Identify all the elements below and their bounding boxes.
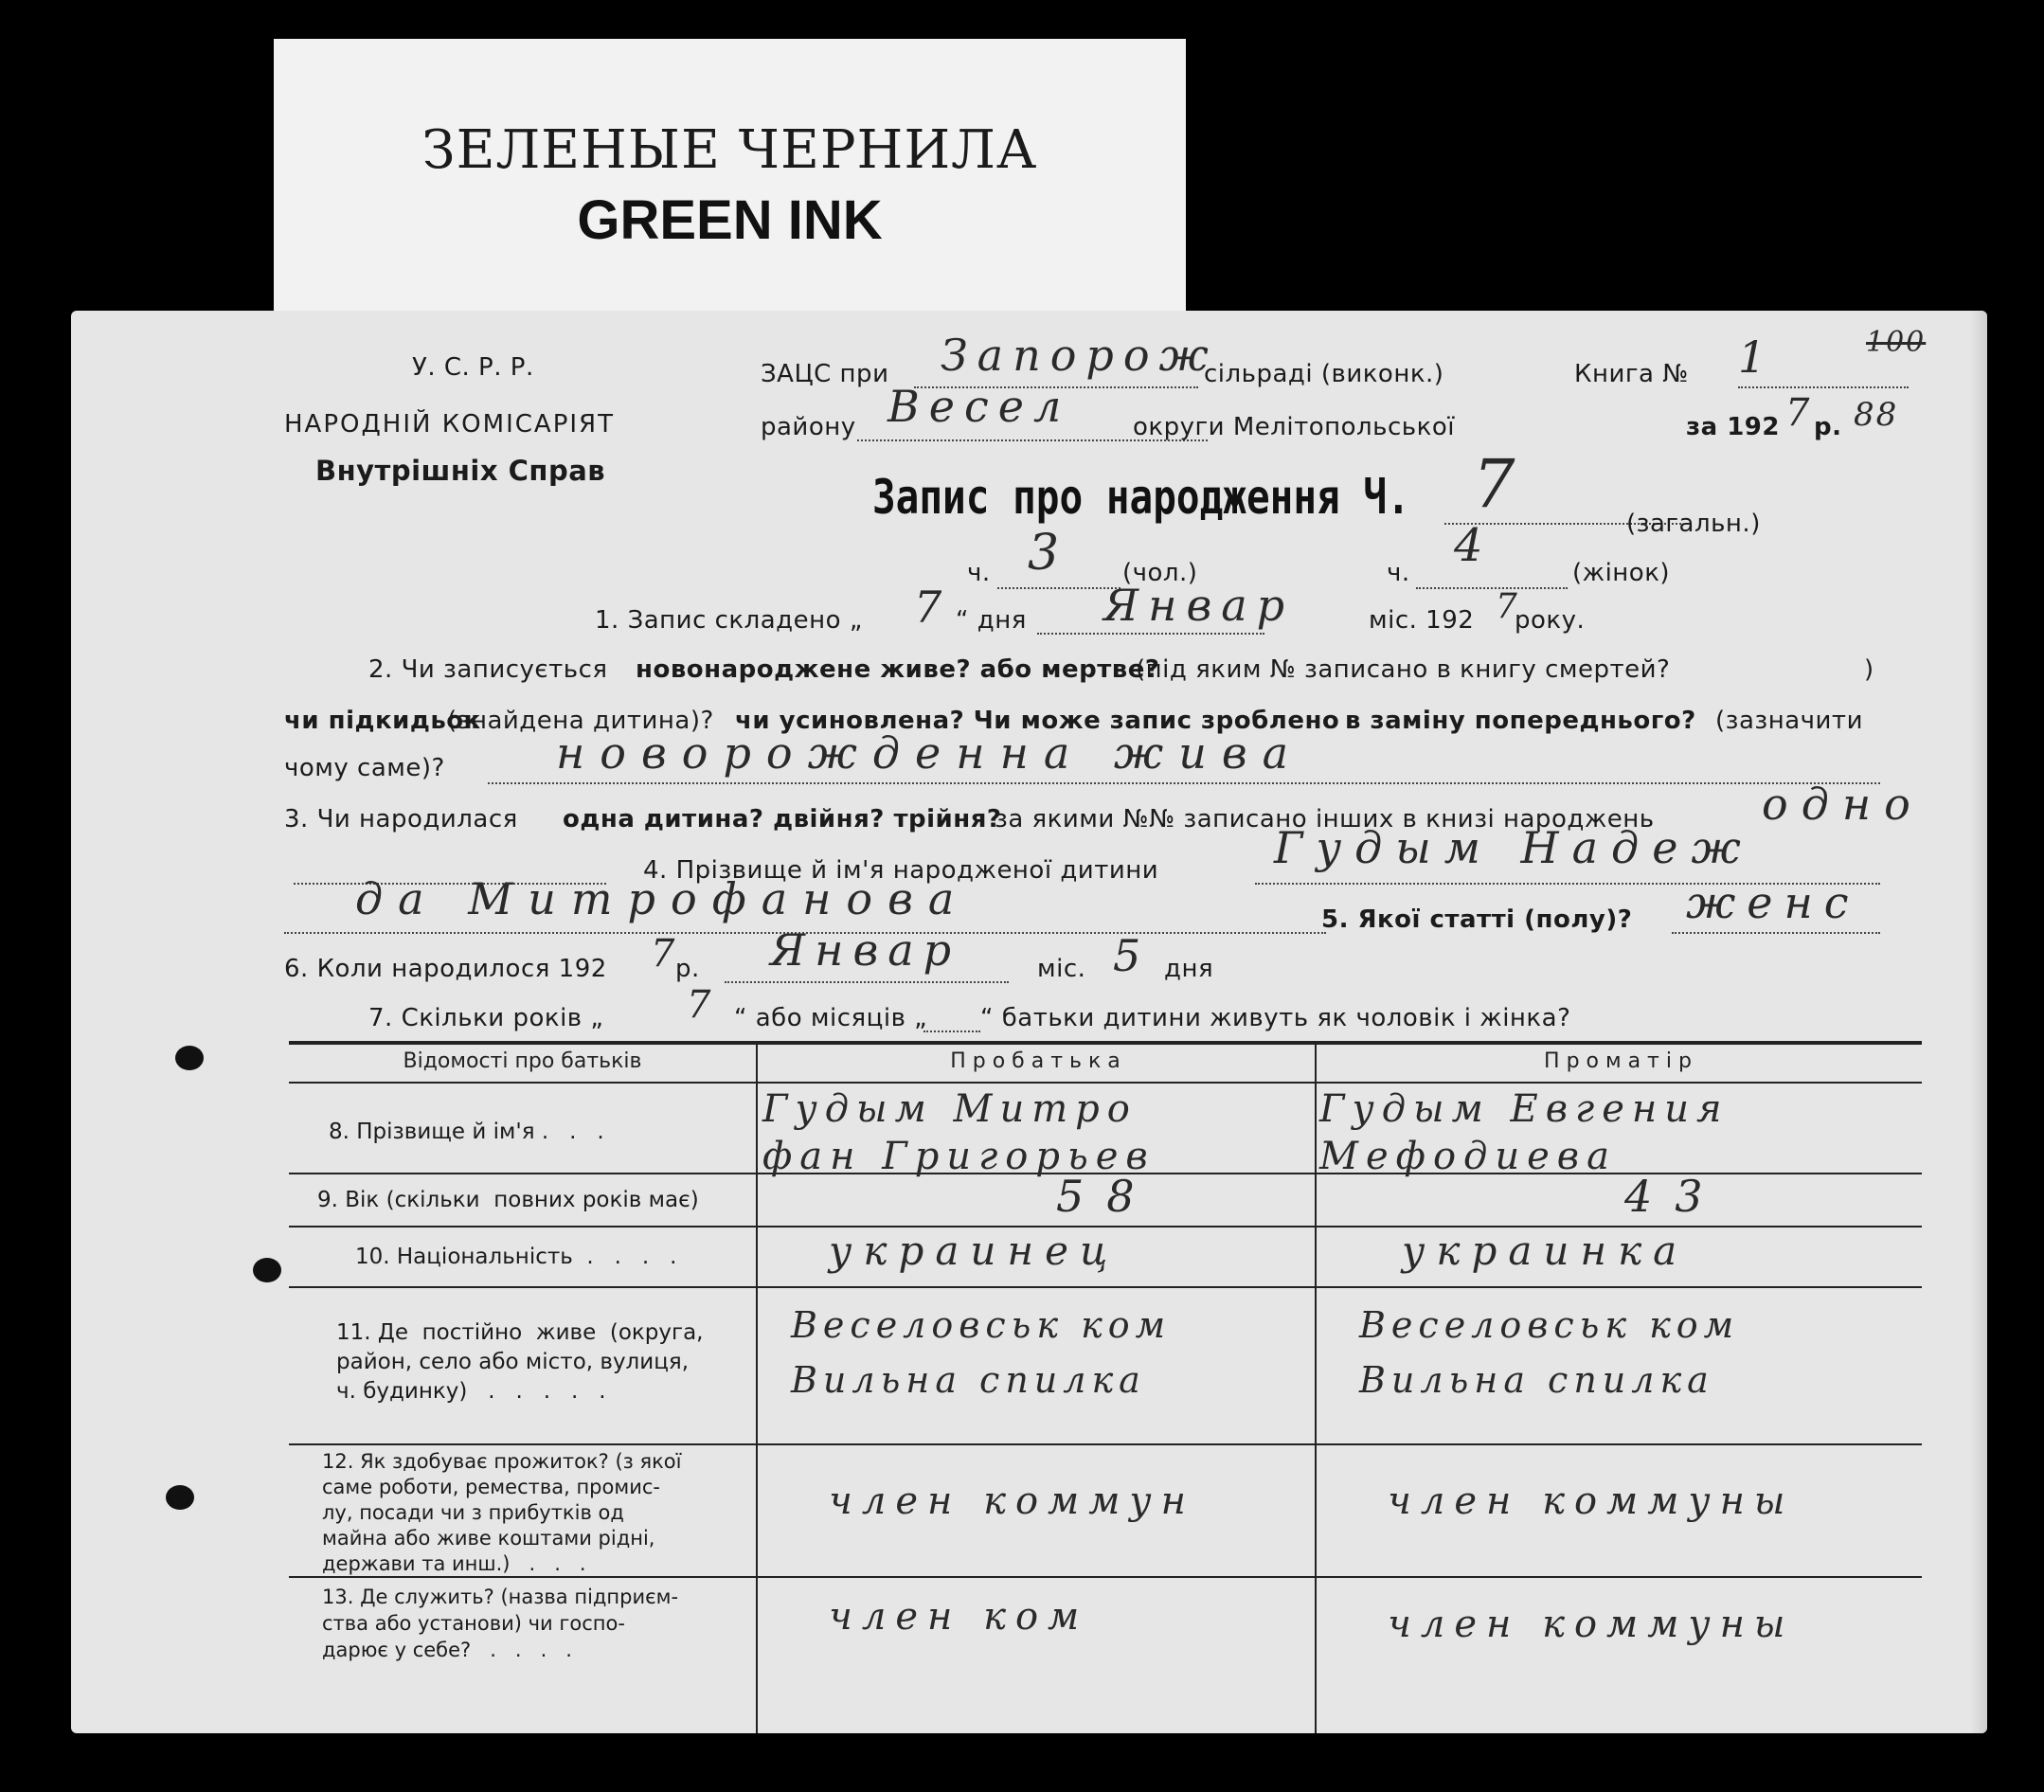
- item2-c: (під яким № записано в книгу смертей?: [1136, 655, 1671, 684]
- col-header-mother: П р о м а т і р: [1544, 1049, 1692, 1073]
- item1-month-line: [1037, 633, 1264, 635]
- item6-a: 6. Коли народилося 192: [284, 955, 607, 983]
- father-residence: Веселовськ ком Вильна спилка: [791, 1304, 1172, 1401]
- men-line: [997, 587, 1121, 589]
- zags-value: Запорож: [941, 330, 1218, 381]
- item2-h: в заміну попереднього?: [1345, 707, 1696, 735]
- men-prefix: ч.: [967, 559, 991, 587]
- year-label-suffix: р.: [1814, 413, 1842, 441]
- book-value: 1: [1738, 332, 1776, 383]
- item6-c: міс.: [1037, 955, 1086, 983]
- item3-value: одно: [1762, 779, 1924, 830]
- item4-value-2: да Митрофанова: [355, 873, 970, 924]
- women-line: [1416, 587, 1568, 589]
- green-ink-slip: [274, 39, 1186, 323]
- item2-j: чому саме)?: [284, 754, 445, 782]
- item7-a: 7. Скільки років „: [368, 1004, 604, 1032]
- item2-e: чи підкидьок: [284, 707, 481, 735]
- item2-f: (знайдена дитина)?: [447, 707, 714, 735]
- item2-d: ): [1864, 655, 1874, 684]
- item2-b: новонароджене живе? або мертве?: [636, 655, 1160, 684]
- punch-hole: [253, 1258, 281, 1282]
- slip-label-en: GREEN INK: [577, 189, 883, 251]
- item3-b: одна дитина? двійня? трійня?: [563, 805, 1002, 833]
- item3-a: 3. Чи народилася: [284, 805, 518, 833]
- row-label-residence: 11. Де постійно живе (округа, район, село або місто, вулиця, ч. будинку) . . . . .: [336, 1320, 704, 1404]
- row-label-name: 8. Прізвище й ім'я . . .: [329, 1120, 604, 1144]
- row-label-livelihood: 12. Як здобуває прожиток? (з якої саме роботи, ремества, промис- лу, посади чи з прибутків од майна або живе коштами рідні, держави та инш.) . . .: [322, 1450, 682, 1575]
- selrada-label: сільраді (виконк.): [1204, 360, 1444, 388]
- men-value: 3: [1028, 525, 1069, 582]
- okrug-label: округи Мелітопольської: [1133, 413, 1455, 441]
- item2-a: 2. Чи записується: [368, 655, 608, 684]
- year-label-prefix: за 192: [1686, 413, 1780, 441]
- item2-value: новорожденна жива: [556, 727, 1304, 779]
- father-name: Гудым Митро фан Григорьев: [762, 1087, 1156, 1178]
- item6-year: 7: [651, 932, 685, 976]
- item6-month-line: [725, 981, 1009, 983]
- district-value: Весел: [888, 381, 1071, 432]
- row-separator: [289, 1286, 1922, 1288]
- row-separator: [289, 1443, 1922, 1445]
- item1-a: 1. Запис складено „: [595, 606, 863, 635]
- item1-month: Январ: [1103, 580, 1295, 631]
- item7-b: “ або місяців „: [734, 1004, 928, 1032]
- item3-c: за якими №№ записано інших в книзі народжень: [995, 805, 1655, 833]
- mother-nationality: украинка: [1402, 1228, 1689, 1274]
- father-workplace: член ком: [829, 1595, 1089, 1639]
- district-label: району: [761, 413, 856, 441]
- item2-i: (зазначити: [1715, 707, 1863, 735]
- item7-years: 7: [687, 983, 721, 1027]
- item1-d: року.: [1515, 606, 1586, 635]
- table-top-line: [289, 1041, 1922, 1045]
- mother-name: Гудым Евгения Мефодиева: [1319, 1087, 1730, 1178]
- item4-value-1: Гудым Надеж: [1274, 822, 1754, 873]
- birth-record-card: [71, 311, 1987, 1733]
- mother-workplace: член коммуны: [1388, 1603, 1795, 1646]
- slip-label-ru: ЗЕЛЕНЫЕ ЧЕРНИЛА: [421, 119, 1038, 181]
- table-col-divider-2: [1315, 1041, 1317, 1733]
- book-label: Книга №: [1574, 360, 1689, 388]
- item5-label: 5. Якої статті (полу)?: [1321, 905, 1633, 934]
- item1-c: міс. 192: [1369, 606, 1475, 635]
- total-value: 7: [1473, 445, 1525, 523]
- mother-age: 43: [1624, 1171, 1726, 1222]
- item1-day: 7: [914, 582, 952, 633]
- year-extra: 88: [1854, 396, 1899, 434]
- item2-answer-line: [488, 782, 1880, 784]
- mother-livelihood: член коммуны: [1388, 1479, 1795, 1523]
- men-label: (чол.): [1122, 559, 1198, 587]
- item4-label: 4. Прізвище й ім'я народженої дитини: [643, 856, 1159, 885]
- punch-hole: [166, 1485, 194, 1510]
- item6-day: 5: [1113, 930, 1151, 981]
- item1-year: 7: [1496, 587, 1527, 626]
- commissariat-line2: Внутрішніх Справ: [315, 455, 606, 487]
- col-header-info: Відомості про батьків: [403, 1049, 642, 1073]
- commissariat-line1: НАРОДНІЙ КОМІСАРІЯТ: [284, 410, 615, 439]
- row-label-workplace: 13. Де служить? (назва підприєм- ства або установи) чи госпо- дарює у себе? . . . .: [322, 1586, 679, 1661]
- father-nationality: украинец: [829, 1228, 1120, 1274]
- item6-b: р.: [675, 955, 700, 983]
- women-prefix: ч.: [1387, 559, 1410, 587]
- page-title: Запис про народження Ч.: [872, 470, 1410, 525]
- table-header-line: [289, 1082, 1922, 1084]
- item5-value: женс: [1686, 877, 1860, 928]
- item5-line: [1672, 932, 1880, 934]
- zags-label: ЗАЦС при: [761, 360, 889, 388]
- mother-residence: Веселовськ ком Вильна спилка: [1359, 1304, 1740, 1401]
- year-digit: 7: [1785, 391, 1820, 435]
- table-col-divider-1: [756, 1041, 758, 1733]
- col-header-father: П р о б а т ь к а: [950, 1049, 1121, 1073]
- item6-d: дня: [1164, 955, 1214, 983]
- women-value: 4: [1454, 519, 1493, 572]
- item6-month: Январ: [770, 924, 961, 976]
- book-line: [1738, 386, 1909, 388]
- total-label: (загальн.): [1626, 510, 1761, 538]
- item7-c: “ батьки дитини живуть як чоловік і жінка?: [980, 1004, 1571, 1032]
- women-label: (жінок): [1572, 559, 1671, 587]
- father-age: 58: [1056, 1171, 1157, 1222]
- item2-g: чи усиновлена? Чи може запис зроблено: [735, 707, 1340, 735]
- punch-hole: [175, 1046, 204, 1070]
- father-livelihood: член коммун: [829, 1479, 1195, 1523]
- republic-label: У. С. Р. Р.: [412, 353, 534, 382]
- book-crossed: 100: [1866, 326, 1927, 359]
- row-label-age: 9. Вік (скільки повних років має): [317, 1188, 699, 1212]
- row-label-nationality: 10. Національність . . . .: [355, 1245, 677, 1269]
- item1-b: “ дня: [956, 606, 1027, 635]
- item7-months-line: [923, 1030, 980, 1032]
